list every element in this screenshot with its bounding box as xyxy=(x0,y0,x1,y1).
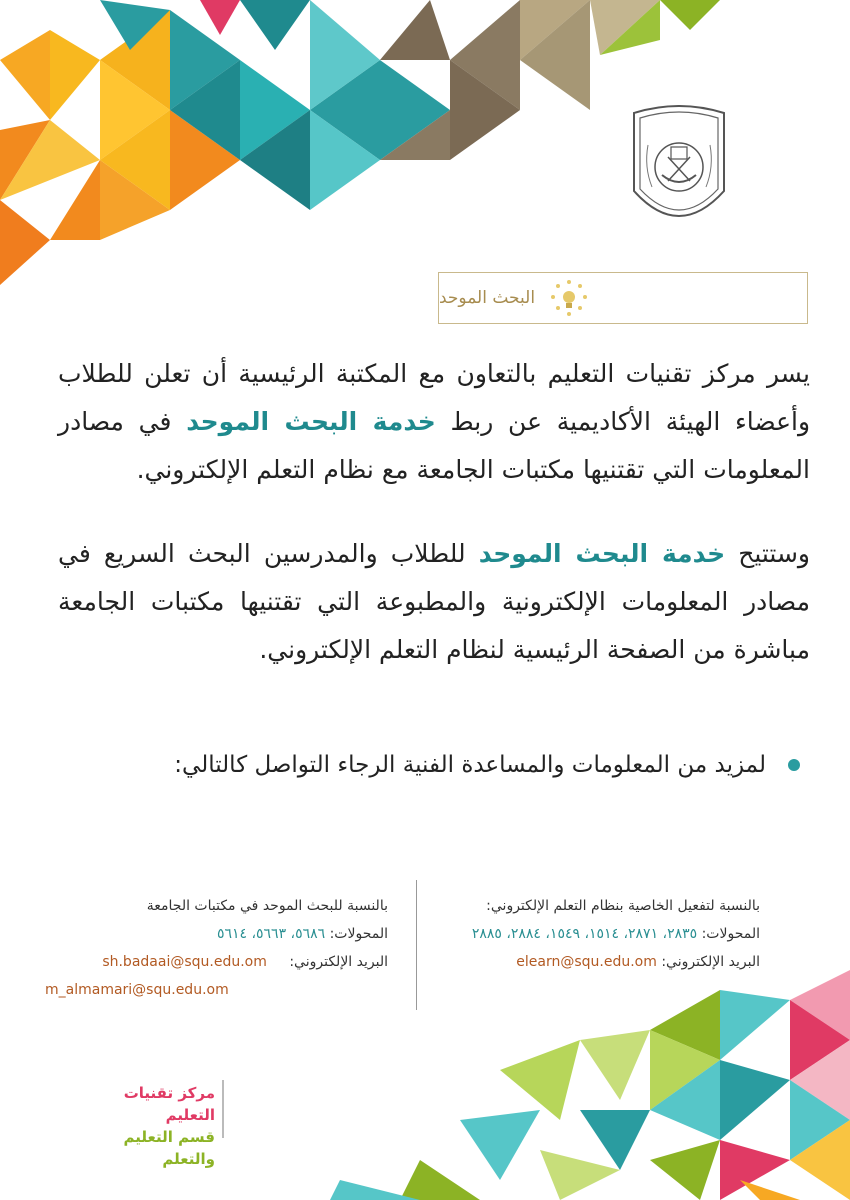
department-name: مركز تقنيات التعليم xyxy=(123,1084,215,1124)
extension-numbers: ٢٨٣٥، ٢٨٧١، ١٥١٤، ١٥٤٩، ٢٨٨٤، ٢٨٨٥ xyxy=(471,926,698,942)
contact-heading: بالنسبة لتفعيل الخاصية بنظام التعلم الإلكتروني: xyxy=(486,898,760,914)
department-logo xyxy=(70,1082,215,1170)
contact-intro: لمزيد من المعلومات والمساعدة الفنية الرجاء التواصل كالتالي: xyxy=(110,752,800,778)
extension-numbers: ٥٦٨٦، ٥٦٦٣، ٥٦١٤ xyxy=(216,926,326,942)
department-section: قسم التعليم والتعلم xyxy=(123,1128,215,1168)
announcement-paragraph-2: وستتيح خدمة البحث الموحد للطلاب والمدرسين البحث السريع في مصادر المعلومات الإلكترونية والمطبوعة التي تقتنيها مكتبات الجامعة مباشرة من الصفحة الرئيسية لنظام التعلم الإلكتروني. xyxy=(58,539,810,664)
contact-heading: بالنسبة للبحث الموحد في مكتبات الجامعة xyxy=(146,898,388,914)
service-name-highlight: خدمة البحث الموحد xyxy=(186,407,436,436)
email-link[interactable]: elearn@squ.edu.om xyxy=(516,954,657,970)
email-link[interactable]: sh.badaai@squ.edu.om xyxy=(102,954,267,970)
contact-library: بالنسبة للبحث الموحد في مكتبات الجامعة المحولات: ٥٦٨٦، ٥٦٦٣، ٥٦١٤ البريد الإلكتروني: sh.badaai@squ.edu.om m_almamari@squ.edu.om xyxy=(45,892,388,1004)
banner-title: البحث الموحد xyxy=(439,288,536,308)
bullet-icon xyxy=(788,759,800,771)
department-divider xyxy=(222,1080,224,1138)
service-name-highlight: خدمة البحث الموحد xyxy=(478,539,726,568)
service-title-banner xyxy=(438,272,808,324)
announcement-paragraph-1: يسر مركز تقنيات التعليم بالتعاون مع المكتبة الرئيسية أن تعلن للطلاب وأعضاء الهيئة الأكاديمية عن ربط خدمة البحث الموحد في مصادر المعلومات التي تقتنيها مكتبات الجامعة مع نظام التعلم الإلكتروني. xyxy=(58,359,811,484)
email-link[interactable]: m_almamari@squ.edu.om xyxy=(45,982,229,998)
lightbulb-icon xyxy=(549,278,589,318)
contact-divider xyxy=(416,880,417,1010)
university-emblem-logo xyxy=(628,105,730,231)
contact-elearning: بالنسبة لتفعيل الخاصية بنظام التعلم الإلكتروني: المحولات: ٢٨٣٥، ٢٨٧١، ١٥١٤، ١٥٤٩، ٢٨٨٤، ٢٨٨٥ البريد الإلكتروني: elearn@squ.edu.om xyxy=(440,892,760,976)
